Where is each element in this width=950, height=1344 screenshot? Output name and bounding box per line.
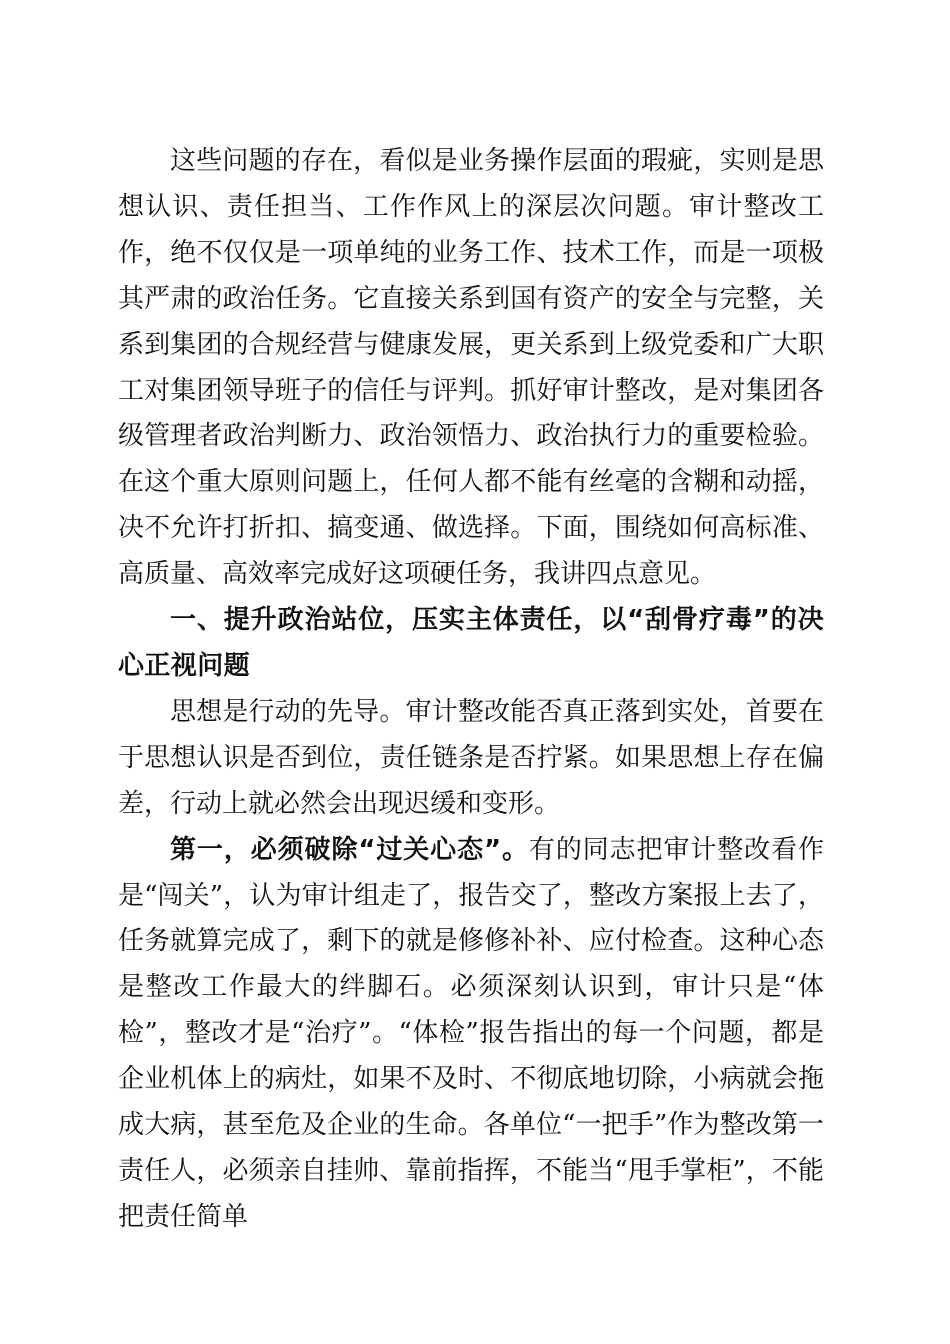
section-heading: 一、提升政治站位，压实主体责任，以“刮骨疗毒”的决心正视问题 [118, 605, 824, 681]
point-body: 有的同志把审计整改看作是“闯关”，认为审计组走了，报告交了，整改方案报上去了，任务就算完成了，剩下的就是修修补补、应付检查。这种心态是整改工作最大的绊脚石。必须深刻认识到，审计只是“体检”，整改才是“治疗”。“体检”报告指出的每一个问题，都是企业机体上的病灶，如果不及时、不彻底地切除，小病就会拖成大病，甚至危及企业的生命。各单位“一把手”作为整改第一责任人，必须亲自挂帅、靠前指挥，不能当“甩手掌柜”，不能把责任简单 [118, 834, 824, 1232]
intro-paragraph: 这些问题的存在，看似是业务操作层面的瑕疵，实则是思想认识、责任担当、工作作风上的深层次问题。审计整改工作，绝不仅仅是一项单纯的业务工作、技术工作，而是一项极其严肃的政治任务。它直接关系到国有资产的安全与完整，关系到集团的合规经营与健康发展，更关系到上级党委和广大职工对集团领导班子的信任与评判。抓好审计整改，是对集团各级管理者政治判断力、政治领悟力、政治执行力的重要检验。在这个重大原则问题上，任何人都不能有丝毫的含糊和动摇，决不允许打折扣、搞变通、做选择。下面，围绕如何高标准、高质量、高效率完成好这项硬任务，我讲四点意见。 [118, 146, 824, 590]
point-lead: 第一，必须破除“过关心态”。 [170, 834, 529, 865]
section-intro-paragraph: 思想是行动的先导。审计整改能否真正落到实处，首要在于思想认识是否到位，责任链条是否拧紧。如果思想上存在偏差，行动上就必然会出现迟缓和变形。 [118, 696, 824, 819]
document-page [118, 139, 824, 1241]
point-paragraph [118, 828, 824, 1241]
